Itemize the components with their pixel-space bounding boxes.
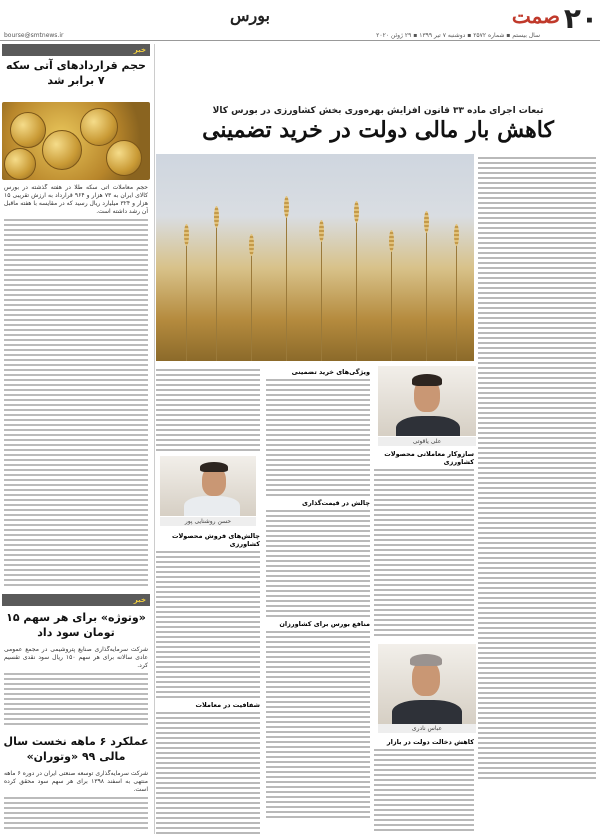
- column-divider: [154, 44, 155, 834]
- article-column: چالش‌های فروش محصولات کشاورزی شفافیت در معاملات: [156, 530, 260, 834]
- story-title: «وتوژه» برای هر سهم ۱۵ تومان سود داد: [6, 611, 146, 639]
- wheat-field-photo: [156, 154, 474, 361]
- article-column: کاهش دخالت دولت در بازار: [374, 736, 474, 834]
- portrait-photo: [378, 366, 476, 436]
- portrait-photo: [378, 644, 476, 724]
- portrait-caption: حسن روشنایی پور: [160, 517, 256, 526]
- dateline: سال بیستم ▪ شماره ۲۵۷۲ ▪ دوشنبه ۷ تیر ۱۳۹۹ ▪ ۲۹ ژوئن ۲۰۲۰: [376, 32, 540, 39]
- article-column: [478, 154, 596, 784]
- article-column: [156, 366, 260, 456]
- section-email: bourse@smtnews.ir: [4, 32, 64, 39]
- sidebar-news-column: [2, 44, 152, 834]
- portrait-photo: [160, 456, 256, 516]
- portrait-caption: علی یاقوتی: [378, 437, 476, 446]
- page-number: ۲۰: [563, 2, 598, 35]
- news-tag: خبر: [2, 594, 150, 606]
- page-header: [0, 0, 600, 44]
- header-rule: [0, 40, 600, 41]
- article-column: سازوکار معاملاتی محصولات کشاورزی: [374, 448, 474, 638]
- story-title: عملکرد ۶ ماهه نخست سال مالی ۹۹ «وتوران»: [3, 735, 149, 763]
- story-body: شرکت سرمایه‌گذاری توسعه صنعتی ایران در دوره ۶ ماهه منتهی به اسفند ۱۳۹۸ برای هر سهم سود محقق کرده است.: [4, 770, 148, 830]
- news-tag: خبر: [2, 44, 150, 56]
- section-title: بورس: [230, 6, 270, 25]
- story-body: شرکت سرمایه‌گذاری صنایع پتروشیمی در مجمع عمومی عادی سالانه برای هر سهم ۱۵۰ ریال سود نقدی تقسیم کرد.: [4, 646, 148, 728]
- newspaper-logo: صمت: [511, 4, 560, 28]
- portrait-caption: عباس نادری: [378, 724, 476, 733]
- article-kicker: تبعات اجرای ماده ۳۳ قانون افزایش بهره‌وری بخش کشاورزی در بورس کالا: [212, 106, 544, 116]
- gold-coins-photo: [2, 102, 150, 180]
- article-headline: کاهش بار مالی دولت در خرید تضمینی: [202, 117, 554, 143]
- story-title: حجم قراردادهای آتی سکه ۷ برابر شد: [6, 59, 146, 87]
- article-column: ویژگی‌های خرید تضمینی چالش در قیمت‌گذاری منافع بورس برای کشاورزان: [266, 366, 370, 834]
- story-body: حجم معاملات آتی سکه طلا در هفته گذشته در بورس کالای ایران به ۷۳ هزار و ۹۶۴ قرارداد به ارزش تقریبی ۱۵ هزار و ۳۲۴ میلیارد ریال رسید که در مقایسه با هفته ماقبل آن رشد داشته است.: [4, 184, 148, 586]
